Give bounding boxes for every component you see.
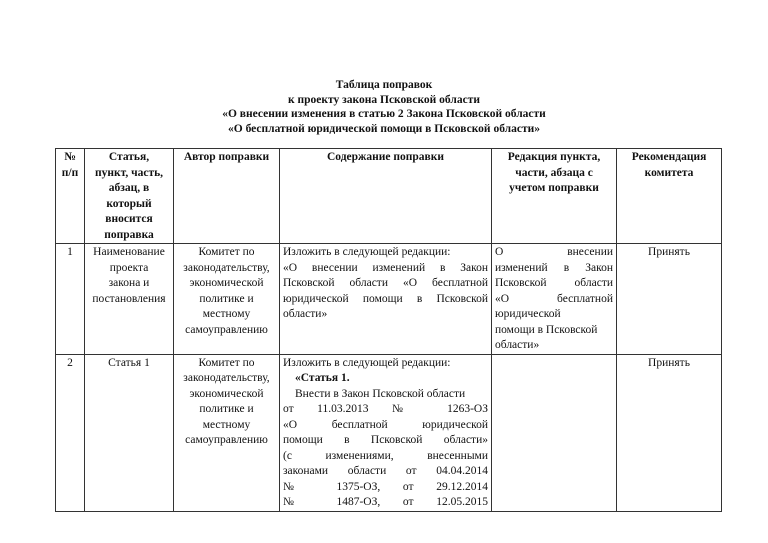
row-2-author: Комитет по законодательству, экономической политике и местному самоуправлению xyxy=(174,354,280,511)
table-row xyxy=(56,354,722,511)
row-1-edition: О внесении изменений в Закон Псковской области «О бесплатной юридической помощи в Псковской области» xyxy=(492,244,617,355)
header-content: Содержание поправки xyxy=(280,149,492,244)
row-1-author: Комитет по законодательству, экономической политике и местному самоуправлению xyxy=(174,244,280,355)
row-2-article: Статья 1 xyxy=(85,354,174,511)
row-1-content: Изложить в следующей редакции: «О внесении изменений в Закон Псковской области «О бесплатной юридической помощи в Псковской области» xyxy=(280,244,492,355)
title-line-2: к проекту закона Псковской области xyxy=(288,93,480,106)
row-1-num: 1 xyxy=(56,244,85,355)
title-line-4: «О бесплатной юридической помощи в Псковской области» xyxy=(228,122,540,135)
row-2-edition xyxy=(492,354,617,511)
header-edition: Редакция пункта, части, абзаца с учетом поправки xyxy=(492,149,617,244)
header-article: Статья, пункт, часть, абзац, в который вносится поправка xyxy=(85,149,174,244)
table-row xyxy=(56,244,722,355)
header-author: Автор поправки xyxy=(174,149,280,244)
row-2-num: 2 xyxy=(56,354,85,511)
amendments-table xyxy=(55,148,722,512)
document-title xyxy=(0,78,768,136)
row-2-recommendation: Принять xyxy=(617,354,722,511)
row-1-article: Наименование проекта закона и постановления xyxy=(85,244,174,355)
header-num: № п/п xyxy=(56,149,85,244)
title-line-1: Таблица поправок xyxy=(335,79,433,91)
title-line-3: «О внесении изменения в статью 2 Закона Псковской области xyxy=(222,108,546,120)
row-1-recommendation: Принять xyxy=(617,244,722,355)
header-recommendation: Рекомендация комитета xyxy=(617,149,722,244)
table-header-row xyxy=(56,149,722,244)
row-2-content: Изложить в следующей редакции: «Статья 1. Внести в Закон Псковской области от 11.03.2013 № 1263-ОЗ «О бесплатной юридической помощи в Псковской области» (с изменениями, внесенными законами области от 04.04.2014 № 1375-ОЗ, от 29.12.2014 № 1487-ОЗ, от 12.05.2015 xyxy=(280,354,492,511)
